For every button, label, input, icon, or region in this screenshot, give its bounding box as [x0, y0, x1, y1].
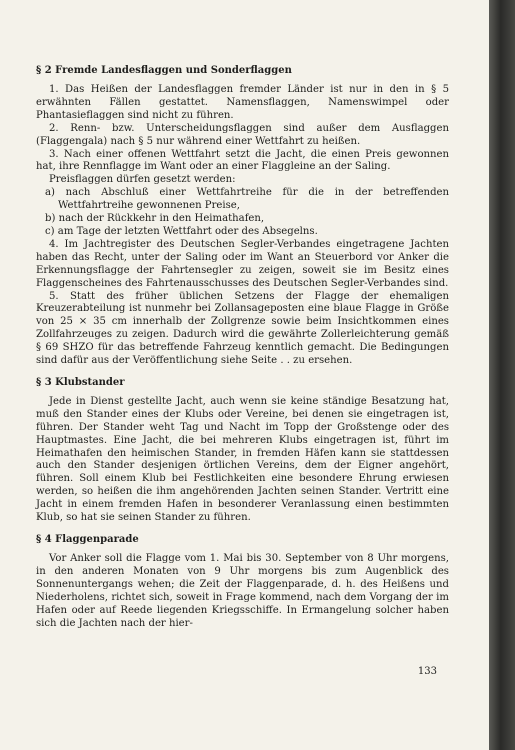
section-heading: § 3 Klubstander: [36, 376, 125, 388]
paragraph: Vor Anker soll die Flagge vom 1. Mai bis 30. September von 8 Uhr morgens, in den anderen Monaten von 9 Uhr morgens bis zum Augenblick des Sonnenuntergangs wehen; die Zeit der Flaggenparade, d. h. des Heißens und Niederholens, richtet sich, soweit in Frage kommend, nach dem Vorgang der im Hafen oder auf Reede liegenden Kriegsschiffe. In Ermangelung solcher haben sich die Jachten nach der hier-: [36, 553, 449, 629]
list-item: b) nach der Rückkehr in den Heimathafen,: [45, 213, 265, 225]
section-2: [36, 64, 449, 368]
paragraph: 5. Statt des früher üblichen Setzens der Flagge der ehemaligen Kreuzerabteilung ist nunmehr bei Zollansageposten eine blaue Flagge in Größe von 25 × 35 cm innerhalb der Zollgrenze sowie beim Insichtkommen eines Zollfahrzeuges zu zeigen. Dadurch wird die gewährte Zollerleichterung gemäß § 69 SHZO für das betreffende Fahrzeug kenntlich gemacht. Die Bedingungen sind dafür aus der Veröffentlichung siehe Seite . . zu ersehen.: [36, 290, 449, 367]
section-4: [36, 533, 449, 630]
section-3: [36, 376, 449, 525]
section-heading: § 2 Fremde Landesflaggen und Sonderflaggen: [36, 65, 292, 76]
section-heading: § 4 Flaggenparade: [36, 534, 139, 545]
book-spine: [489, 0, 515, 750]
paragraph: 2. Renn- bzw. Unterscheidungsflaggen sind außer dem Ausflaggen (Flaggengala) nach § 5 nur während einer Wettfahrt zu heißen.: [36, 122, 449, 147]
paragraph: 1. Das Heißen der Landesflaggen fremder Länder ist nur in den in § 5 erwähnten Fällen gestattet. Namensflaggen, Namenswimpel oder Phantasieflaggen sind nicht zu führen.: [36, 84, 449, 121]
paragraph: 4. Im Jachtregister des Deutschen Segler-Verbandes eingetragene Jachten haben das Recht, unter der Saling oder im Want an Steuerbord vor Anker die Erkennungsflagge der Fahrtensegler zu zeigen, soweit sie im Besitz eines Flaggenscheines des Fahrtenausschusses des Deutschen Segler-Verbandes sind.: [36, 238, 449, 289]
paragraph: 3. Nach einer offenen Wettfahrt setzt die Jacht, die einen Preis gewonnen hat, ihre Rennflagge im Want oder an einer Flaggleine an der Saling.: [36, 148, 449, 173]
list-item: c) am Tage der letzten Wettfahrt oder des Absegelns.: [45, 225, 318, 237]
prize-flag-list: [36, 187, 449, 239]
paragraph: Preisflaggen dürfen gesetzt werden:: [49, 174, 236, 186]
page-number: 133: [417, 666, 437, 677]
page-body: [36, 64, 449, 630]
list-item: a) nach Abschluß einer Wettfahrtreihe für die in der betreffenden Wettfahrtreihe gewonnenen Preise,: [45, 187, 449, 212]
paragraph: Jede in Dienst gestellte Jacht, auch wenn sie keine ständige Besatzung hat, muß den Stander eines der Klubs oder Vereine, bei denen sie eingetragen ist, führen. Der Stander weht Tag und Nacht im Topp der Großstenge oder des Hauptmastes. Eine Jacht, die bei mehreren Klubs eingetragen ist, führt im Heimathafen den heimischen Stander, in fremden Häfen kann sie stattdessen auch den Stander desjenigen örtlichen Vereins, dem der Eigner angehört, führen. Soll einem Klub bei Festlichkeiten eine besondere Ehrung erwiesen werden, so heißen die ihm angehörenden Jachten seinen Stander. Vertritt eine Jacht in einem fremden Hafen in besonderer Veranlassung einen bestimmten Klub, so hat sie seinen Stander zu führen.: [36, 395, 449, 524]
